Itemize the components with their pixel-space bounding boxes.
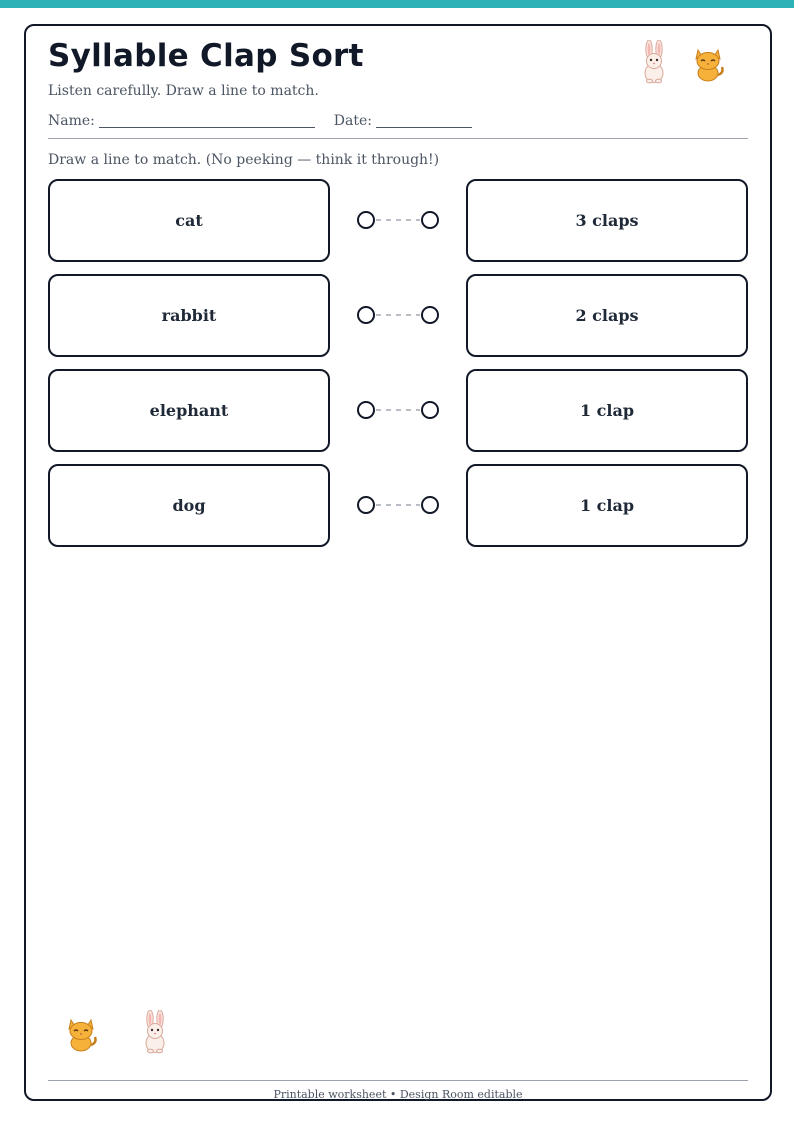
date-field[interactable] — [376, 114, 472, 128]
claps-card[interactable]: 1 clap — [466, 464, 748, 547]
word-card[interactable]: rabbit — [48, 274, 330, 357]
match-row — [48, 274, 748, 357]
instructions: Draw a line to match. (No peeking — think it through!) — [48, 152, 440, 168]
match-row — [48, 464, 748, 547]
word-card[interactable]: elephant — [48, 369, 330, 452]
date-label: Date: — [333, 113, 372, 129]
word-card[interactable]: cat — [48, 179, 330, 262]
footer-text: Printable worksheet • Design Room editable — [273, 1088, 523, 1101]
right-dot[interactable] — [422, 497, 438, 513]
right-dot[interactable] — [422, 212, 438, 228]
match-connector — [356, 495, 440, 515]
rabbit-icon — [139, 1010, 171, 1054]
accent-bar — [0, 0, 794, 8]
match-row — [48, 369, 748, 452]
cat-icon — [691, 46, 725, 82]
left-dot[interactable] — [358, 307, 374, 323]
name-date-fields — [48, 113, 472, 129]
left-dot[interactable] — [358, 402, 374, 418]
match-connector — [356, 210, 440, 230]
subtitle: Listen carefully. Draw a line to match. — [48, 83, 319, 99]
claps-card[interactable]: 2 claps — [466, 274, 748, 357]
rabbit-icon — [638, 40, 670, 84]
footer-divider — [48, 1080, 748, 1081]
match-connector — [356, 305, 440, 325]
claps-card[interactable]: 1 clap — [466, 369, 748, 452]
word-card[interactable]: dog — [48, 464, 330, 547]
right-dot[interactable] — [422, 307, 438, 323]
cat-icon — [64, 1016, 98, 1052]
match-row — [48, 179, 748, 262]
worksheet-page — [24, 24, 772, 1101]
name-field[interactable] — [99, 114, 315, 128]
left-dot[interactable] — [358, 212, 374, 228]
page-title: Syllable Clap Sort — [48, 38, 364, 74]
right-dot[interactable] — [422, 402, 438, 418]
left-dot[interactable] — [358, 497, 374, 513]
match-connector — [356, 400, 440, 420]
header-divider — [48, 138, 748, 139]
claps-card[interactable]: 3 claps — [466, 179, 748, 262]
name-label: Name: — [48, 113, 95, 129]
